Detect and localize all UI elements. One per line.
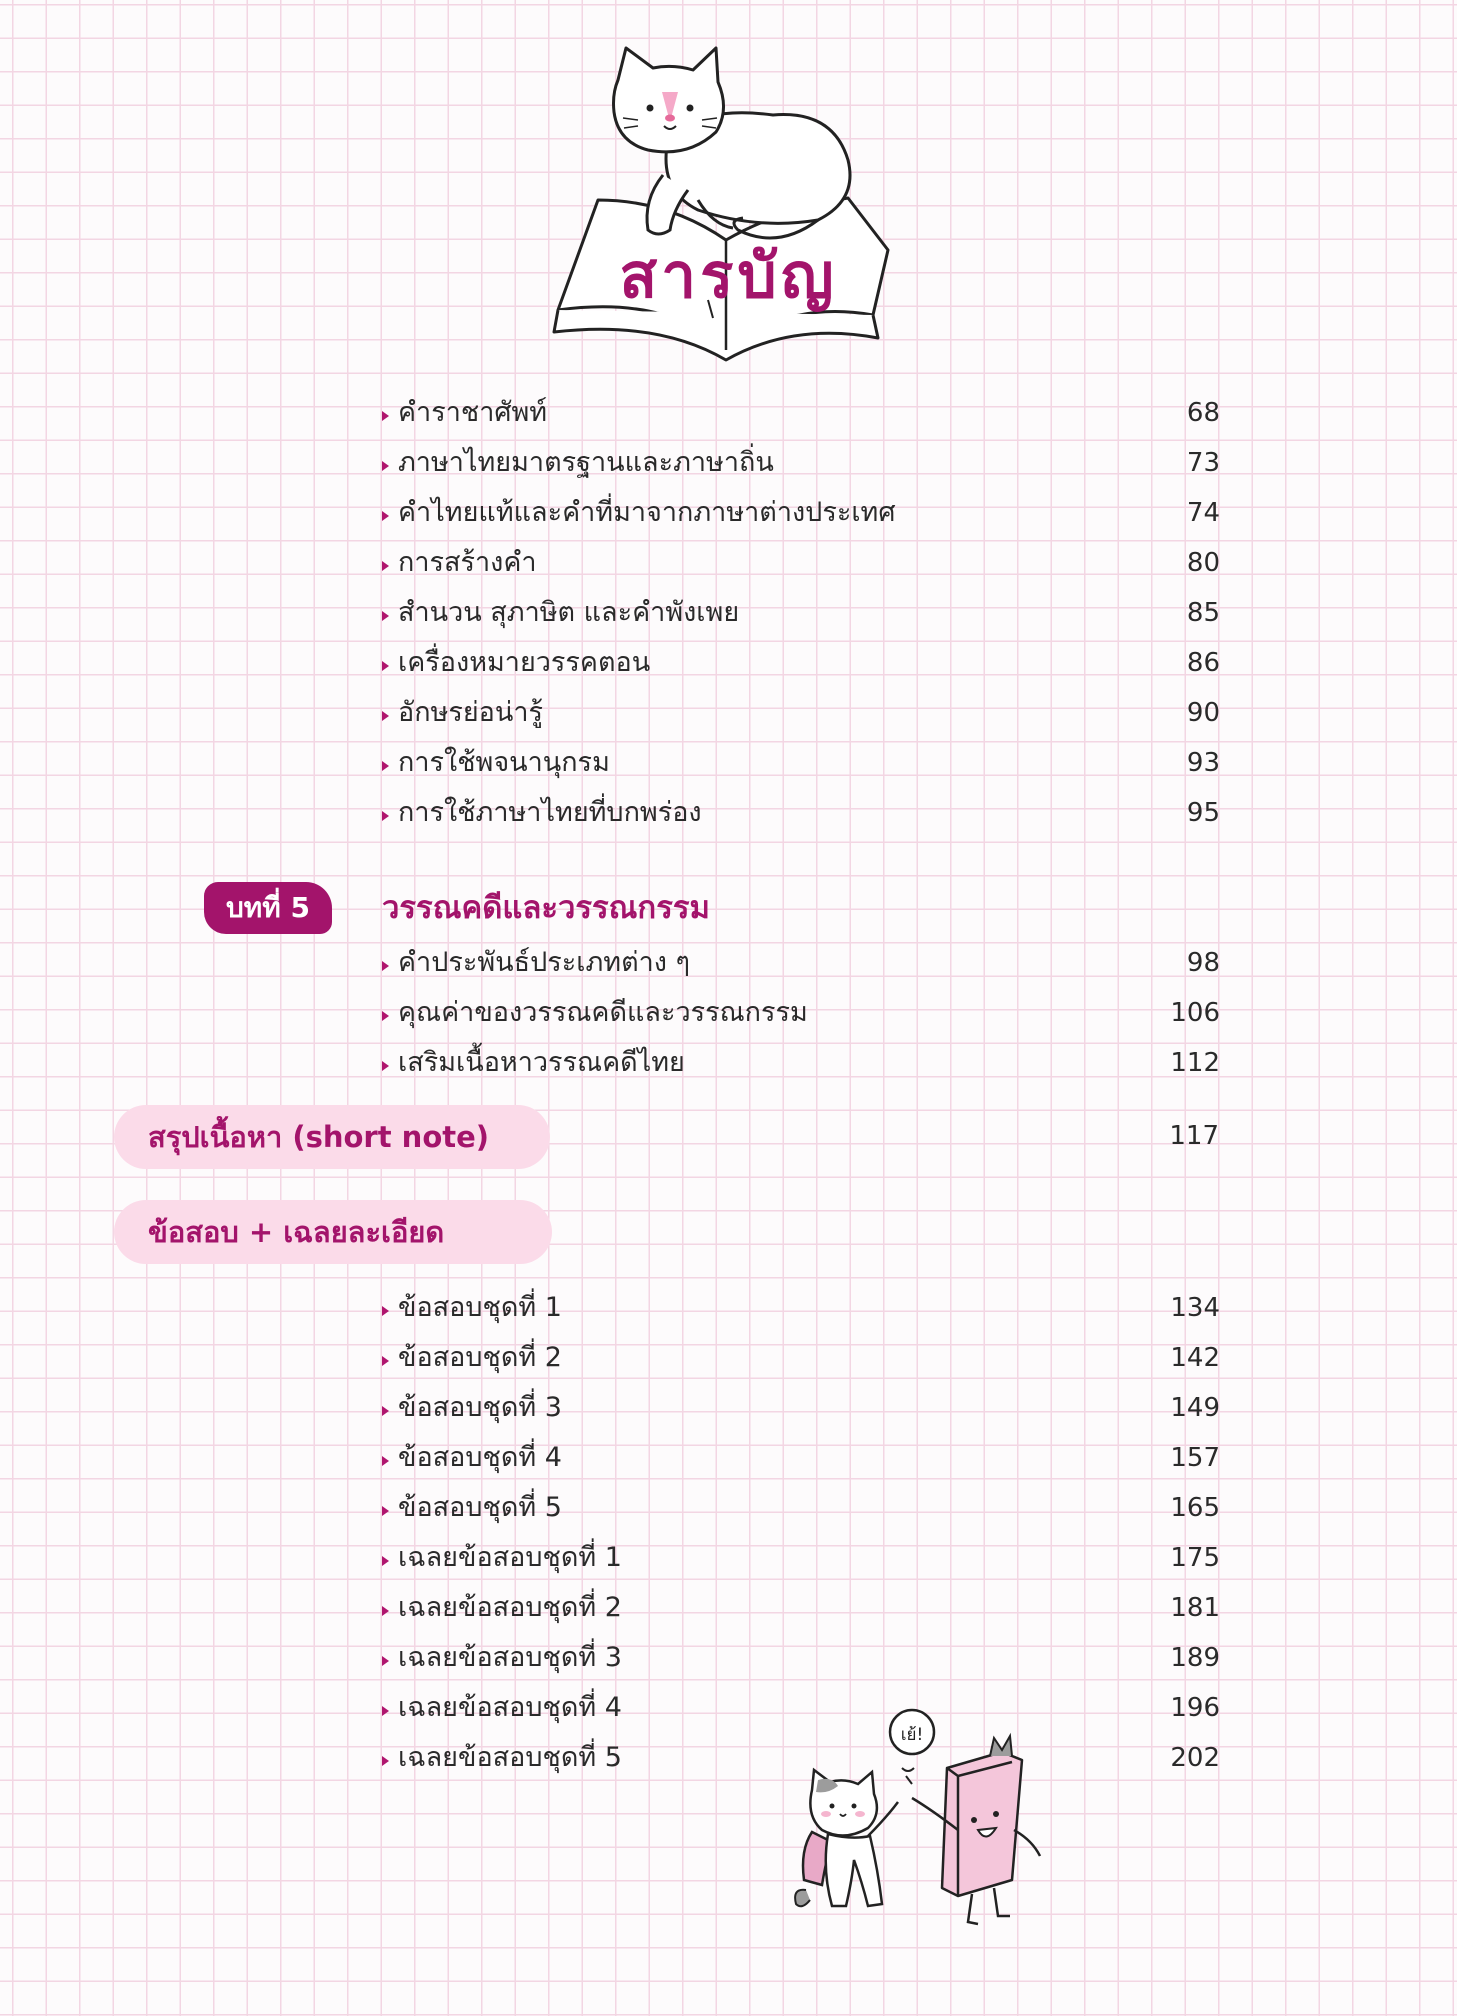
- toc-entry-label: คำไทยแท้และคำที่มาจากภาษาต่างประเทศ: [398, 497, 896, 528]
- toc-entry-label: เครื่องหมายวรรคตอน: [398, 647, 651, 678]
- summary-page-number: 117: [1169, 1121, 1219, 1151]
- toc-entry-page-number: 181: [1170, 1593, 1220, 1623]
- bullet-triangle-icon: [382, 1061, 389, 1071]
- toc-entry-label: เฉลยข้อสอบชุดที่ 3: [398, 1642, 622, 1673]
- toc-entry[interactable]: [380, 691, 1220, 735]
- toc-entry-label: เสริมเนื้อหาวรรณคดีไทย: [398, 1047, 685, 1078]
- cat-and-book-high-five-icon: [782, 1710, 1082, 1940]
- toc-entry-page-number: 74: [1186, 498, 1220, 528]
- toc-entry-page-number: 142: [1170, 1343, 1220, 1373]
- exam-label: ข้อสอบ + เฉลยละเอียด: [148, 1215, 445, 1249]
- toc-entry[interactable]: [380, 941, 1220, 985]
- toc-entry[interactable]: [380, 741, 1220, 785]
- bullet-triangle-icon: [382, 1506, 389, 1516]
- bullet-triangle-icon: [382, 1756, 389, 1766]
- toc-entry-page-number: 98: [1186, 948, 1220, 978]
- bullet-triangle-icon: [382, 461, 389, 471]
- bullet-triangle-icon: [382, 1406, 389, 1416]
- toc-entry-page-number: 80: [1186, 548, 1220, 578]
- toc-entry-page-number: 93: [1186, 748, 1220, 778]
- toc-entry-page-number: 112: [1170, 1048, 1220, 1078]
- toc-entry-label: เฉลยข้อสอบชุดที่ 1: [398, 1542, 622, 1573]
- toc-entry-page-number: 189: [1170, 1643, 1220, 1673]
- toc-entry[interactable]: [380, 1536, 1220, 1580]
- toc-entry[interactable]: [380, 1436, 1220, 1480]
- bullet-triangle-icon: [382, 1456, 389, 1466]
- toc-entry[interactable]: [380, 441, 1220, 485]
- bullet-triangle-icon: [382, 511, 389, 521]
- bullet-triangle-icon: [382, 611, 389, 621]
- toc-entry-label: การสร้างคำ: [398, 547, 537, 578]
- bullet-triangle-icon: [382, 811, 389, 821]
- toc-entry-label: เฉลยข้อสอบชุดที่ 2: [398, 1592, 622, 1623]
- bullet-triangle-icon: [382, 1656, 389, 1666]
- bullet-triangle-icon: [382, 411, 389, 421]
- bullet-triangle-icon: [382, 961, 389, 971]
- toc-entry-label: ข้อสอบชุดที่ 1: [398, 1292, 562, 1323]
- toc-entry-page-number: 196: [1170, 1693, 1220, 1723]
- toc-entry-label: คุณค่าของวรรณคดีและวรรณกรรม: [398, 997, 808, 1028]
- toc-entry-label: ข้อสอบชุดที่ 5: [398, 1492, 562, 1523]
- bullet-triangle-icon: [382, 561, 389, 571]
- toc-entry-page-number: 85: [1186, 598, 1220, 628]
- bullet-triangle-icon: [382, 1706, 389, 1716]
- toc-entry-page-number: 175: [1170, 1543, 1220, 1573]
- page-title: สารบัญ: [619, 239, 838, 312]
- toc-entry-label: การใช้พจนานุกรม: [398, 747, 610, 778]
- toc-entry-page-number: 134: [1170, 1293, 1220, 1323]
- toc-entry-label: ภาษาไทยมาตรฐานและภาษาถิ่น: [398, 447, 774, 478]
- bullet-triangle-icon: [382, 1356, 389, 1366]
- chapter-badge: บทที่ 5: [204, 882, 332, 934]
- toc-entry-label: ข้อสอบชุดที่ 2: [398, 1342, 562, 1373]
- toc-entry[interactable]: [380, 491, 1220, 535]
- toc-entry-label: เฉลยข้อสอบชุดที่ 4: [398, 1692, 622, 1723]
- chapter-title: วรรณคดีและวรรณกรรม: [382, 890, 710, 926]
- toc-entry-label: ข้อสอบชุดที่ 3: [398, 1392, 562, 1423]
- toc-entry[interactable]: [380, 1286, 1220, 1330]
- toc-entry[interactable]: [380, 1636, 1220, 1680]
- toc-entry-label: ข้อสอบชุดที่ 4: [398, 1442, 562, 1473]
- toc-entry-label: สำนวน สุภาษิต และคำพังเพย: [398, 597, 740, 628]
- toc-entry[interactable]: [380, 1386, 1220, 1430]
- exam-pill[interactable]: [114, 1200, 552, 1264]
- toc-entry[interactable]: [380, 391, 1220, 435]
- toc-entry[interactable]: [380, 641, 1220, 685]
- summary-label: สรุปเนื้อหา (short note): [148, 1120, 490, 1154]
- cat-on-book-icon: [548, 50, 908, 370]
- toc-entry-page-number: 86: [1186, 648, 1220, 678]
- toc-entry-label: คำประพันธ์ประเภทต่าง ๆ: [398, 947, 691, 978]
- toc-entry[interactable]: [380, 591, 1220, 635]
- toc-entry-page-number: 165: [1170, 1493, 1220, 1523]
- toc-entry-page-number: 157: [1170, 1443, 1220, 1473]
- toc-entry-page-number: 90: [1186, 698, 1220, 728]
- toc-entry-label: คำราชาศัพท์: [398, 397, 548, 428]
- toc-entry[interactable]: [380, 1486, 1220, 1530]
- toc-entry-page-number: 149: [1170, 1393, 1220, 1423]
- toc-entry-label: อักษรย่อน่ารู้: [398, 697, 544, 728]
- toc-entry[interactable]: [380, 1041, 1220, 1085]
- summary-pill[interactable]: [114, 1105, 550, 1169]
- toc-entry-label: เฉลยข้อสอบชุดที่ 5: [398, 1742, 622, 1773]
- toc-entry[interactable]: [380, 541, 1220, 585]
- bullet-triangle-icon: [382, 761, 389, 771]
- toc-entry[interactable]: [380, 1336, 1220, 1380]
- toc-entry-page-number: 73: [1186, 448, 1220, 478]
- bullet-triangle-icon: [382, 711, 389, 721]
- toc-entry-page-number: 202: [1170, 1743, 1220, 1773]
- toc-entry-page-number: 95: [1186, 798, 1220, 828]
- bullet-triangle-icon: [382, 1011, 389, 1021]
- toc-entry[interactable]: [380, 791, 1220, 835]
- bullet-triangle-icon: [382, 1306, 389, 1316]
- speech-bubble-text: เย้!: [900, 1725, 924, 1745]
- toc-entry[interactable]: [380, 991, 1220, 1035]
- toc-entry-page-number: 106: [1170, 998, 1220, 1028]
- toc-entry-label: การใช้ภาษาไทยที่บกพร่อง: [398, 797, 702, 828]
- bullet-triangle-icon: [382, 1556, 389, 1566]
- toc-entry[interactable]: [380, 1586, 1220, 1630]
- bullet-triangle-icon: [382, 1606, 389, 1616]
- bullet-triangle-icon: [382, 661, 389, 671]
- toc-entry-page-number: 68: [1186, 398, 1220, 428]
